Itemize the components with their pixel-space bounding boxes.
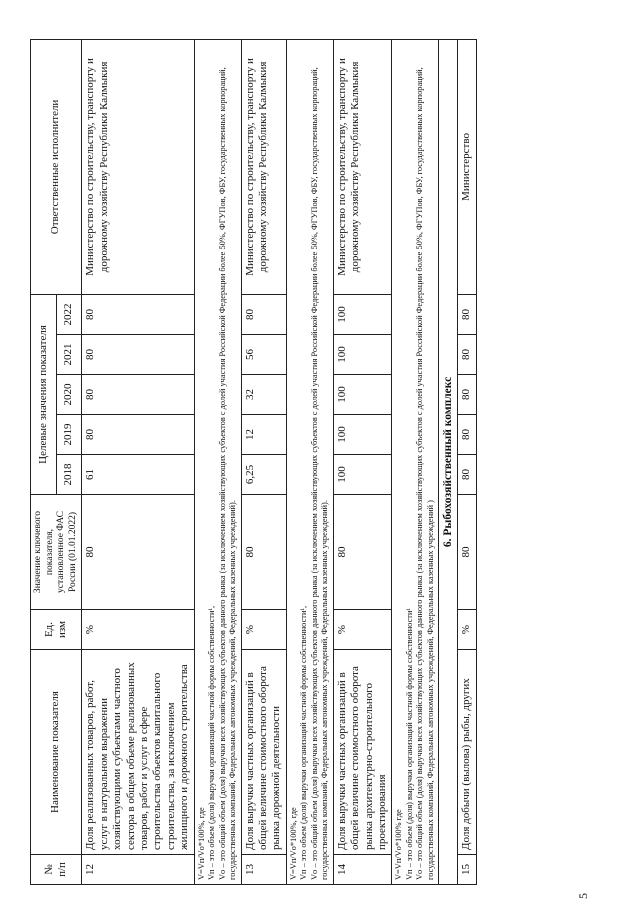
header-unit: Ед. изм	[31, 610, 82, 650]
header-year: 2020	[56, 375, 82, 415]
formula-line: V=Vп/Vо*100%, где	[288, 807, 298, 880]
row-num: 14	[333, 855, 392, 885]
target-2018: 6,25	[241, 455, 286, 495]
target-2019: 80	[82, 415, 194, 455]
target-2022: 100	[333, 294, 392, 334]
header-year: 2018	[56, 455, 82, 495]
key-value-cell: 80	[333, 495, 392, 610]
header-num: № п/п	[31, 855, 82, 885]
section-row	[439, 39, 458, 884]
formula-line: Vо – это общий объем (доля) выручки всех хозяйствующих субъектов данного рынка (за исключением хозяйствующих субъектов с долей участия Российской Федерации более 50%, ФГУПов, ФБУ, государственных корпораций, государственных компаний, Федеральных автономных учреждений, Федеральных казенных учреждений).	[217, 67, 238, 880]
header-target-group: Целевые значения показателя	[31, 294, 57, 494]
formula-note	[194, 39, 241, 884]
header-year: 2021	[56, 335, 82, 375]
table-row	[82, 39, 194, 884]
row-num: 15	[458, 855, 476, 885]
page-number: 5	[576, 893, 590, 899]
target-2019: 80	[458, 415, 476, 455]
unit-cell: %	[458, 610, 476, 650]
key-value-cell: 80	[241, 495, 286, 610]
formula-line: V=Vп/Vо*100% где	[394, 809, 404, 880]
target-2018: 61	[82, 455, 194, 495]
unit-cell: %	[333, 610, 392, 650]
responsible-cell: Министерство по строительству, транспорту и дорожному хозяйству Республики Калмыкия	[241, 39, 286, 294]
target-2021: 80	[458, 335, 476, 375]
target-2022: 80	[458, 294, 476, 334]
target-2018: 100	[333, 455, 392, 495]
formula-line: V=Vп/Vо*100%, где	[196, 807, 206, 880]
header-year: 2022	[56, 294, 82, 334]
unit-cell: %	[241, 610, 286, 650]
target-2022: 80	[82, 294, 194, 334]
header-key-value: Значение ключевого показателя, установленное ФАС России (01.01.2022)	[31, 495, 82, 610]
target-2020: 32	[241, 375, 286, 415]
formula-note-row	[392, 39, 439, 884]
table-row	[333, 39, 392, 884]
target-2021: 80	[82, 335, 194, 375]
target-2020: 80	[458, 375, 476, 415]
indicators-table	[30, 39, 477, 885]
responsible-cell: Министерство	[458, 39, 476, 294]
formula-line: Vп – это объем (доля) выручки организаций частной формы собственности¹,	[207, 605, 217, 880]
target-2020: 80	[82, 375, 194, 415]
formula-note	[392, 39, 439, 884]
target-2021: 100	[333, 335, 392, 375]
target-2018: 80	[458, 455, 476, 495]
formula-note-row	[194, 39, 241, 884]
header-responsible: Ответственные исполнители	[31, 39, 82, 294]
table-row	[458, 39, 476, 884]
formula-line: Vп – это объем (доля) выручки организаций частной формы собственности¹,	[299, 605, 309, 880]
formula-line: Vо – это общий объем (доля) выручки всех хозяйствующих субъектов данного рынка (за исключением хозяйствующих субъектов с долей участия Российской Федерации более 50%, ФГУПов, ФБУ, государственных корпораций, государственных компаний, Федеральных автономных учреждений, Федеральных казенных учреждений )	[415, 67, 435, 880]
target-2021: 56	[241, 335, 286, 375]
formula-note-row	[286, 39, 333, 884]
header-year: 2019	[56, 415, 82, 455]
indicator-name: Доля добычи (вылова) рыбы, других	[458, 650, 476, 855]
header-row	[31, 39, 57, 884]
key-value-cell: 80	[82, 495, 194, 610]
section-title: 6. Рыбохозяйственный комплекс	[439, 39, 458, 884]
table-row	[241, 39, 286, 884]
target-2022: 80	[241, 294, 286, 334]
formula-note	[286, 39, 333, 884]
target-2019: 100	[333, 415, 392, 455]
responsible-cell: Министерство по строительству, транспорту и дорожному хозяйству Республики Калмыкия	[82, 39, 194, 294]
formula-line: Vп – это объем (доля) выручки организаций частной формы собственности¹	[404, 608, 414, 880]
target-2020: 100	[333, 375, 392, 415]
indicator-name: Доля выручки частных организаций в общей величине стоимостного оборота рынка архитектурно-строительного проектирования	[333, 650, 392, 855]
target-2019: 12	[241, 415, 286, 455]
responsible-cell: Министерство по строительству, транспорту и дорожному хозяйству Республики Калмыкия	[333, 39, 392, 294]
indicator-name: Доля реализованных товаров, работ, услуг в натуральном выражении хозяйствующими субъектами частного сектора в общем объеме реализованных товаров, работ и услуг в сфере строительства объектов капитального строительства, за исключением жилищного и дорожного строительства	[82, 650, 194, 855]
key-value-cell: 80	[458, 495, 476, 610]
indicator-name: Доля выручки частных организаций в общей величине стоимостного оборота рынка дорожной деятельности	[241, 650, 286, 855]
row-num: 12	[82, 855, 194, 885]
formula-line: Vо – это общий объем (доля) выручки всех хозяйствующих субъектов данного рынка (за исключением хозяйствующих субъектов с долей участия Российской Федерации более 50%, ФГУПов, ФБУ, государственных корпораций, государственных компаний, Федеральных автономных учреждений, Федеральных казенных учреждений).	[309, 67, 330, 880]
unit-cell: %	[82, 610, 194, 650]
row-num: 13	[241, 855, 286, 885]
header-name: Наименование показателя	[31, 650, 82, 855]
